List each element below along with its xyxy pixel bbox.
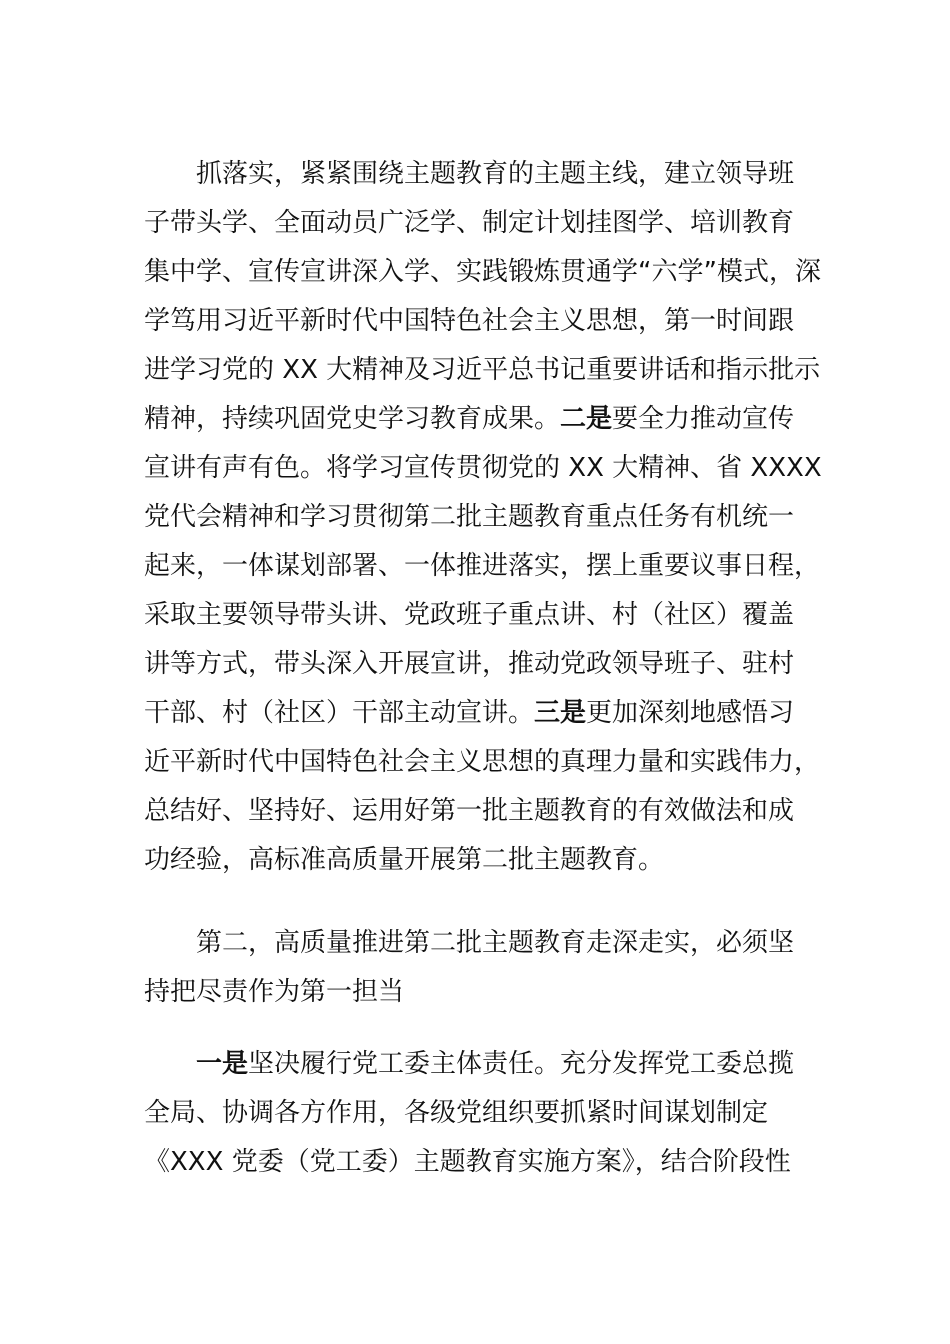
- paragraph-3: [144, 1040, 809, 1187]
- text-line: 讲等方式，带头深入开展宣讲，推动党政领导班子、驻村: [144, 649, 795, 679]
- text-segment: 更加深刻地感悟习: [586, 698, 795, 728]
- text-line: 抓落实，紧紧围绕主题教育的主题主线，建立领导班: [196, 159, 795, 189]
- text-line: 进学习党的 XX 大精神及习近平总书记重要讲话和指示批示: [144, 355, 821, 385]
- bold-marker: 二是: [560, 404, 613, 434]
- text-line: 持把尽责作为第一担当: [144, 977, 405, 1007]
- text-line: 子带头学、全面动员广泛学、制定计划挂图学、培训教育: [144, 208, 795, 238]
- text-segment: 精神，持续巩固党史学习教育成果。: [144, 404, 561, 434]
- text-line: 总结好、坚持好、运用好第一批主题教育的有效做法和成: [144, 796, 795, 826]
- text-line: 学笃用习近平新时代中国特色社会主义思想，第一时间跟: [144, 306, 795, 336]
- text-line: 功经验，高标准高质量开展第二批主题教育。: [144, 845, 665, 875]
- text-segment: 坚决履行党工委主体责任。充分发挥党工委总揽: [248, 1049, 795, 1079]
- text-line: 《XXX 党委（党工委）主题教育实施方案》，结合阶段性: [144, 1147, 791, 1177]
- paragraph-1: [144, 150, 822, 885]
- text-line: 宣讲有声有色。将学习宣传贯彻党的 XX 大精神、省 XXXX: [144, 453, 822, 483]
- text-line: 近平新时代中国特色社会主义思想的真理力量和实践伟力，: [144, 747, 821, 777]
- bold-marker: 一是: [196, 1049, 249, 1079]
- bold-marker: 三是: [534, 698, 587, 728]
- text-line: 第二，高质量推进第二批主题教育走深走实，必须坚: [196, 928, 795, 958]
- text-segment: 干部、村（社区）干部主动宣讲。: [144, 698, 535, 728]
- text-line: 集中学、宣传宣讲深入学、实践锻炼贯通学“六学”模式，深: [144, 257, 821, 287]
- section-heading-paragraph: [144, 919, 809, 1017]
- text-line: [144, 1040, 809, 1089]
- text-segment: 要全力推动宣传: [612, 404, 795, 434]
- text-line: [144, 689, 809, 738]
- text-line: [144, 395, 809, 444]
- text-line: 采取主要领导带头讲、党政班子重点讲、村（社区）覆盖: [144, 600, 795, 630]
- text-line: 起来，一体谋划部署、一体推进落实，摆上重要议事日程，: [144, 551, 821, 581]
- text-line: 全局、协调各方作用，各级党组织要抓紧时间谋划制定: [144, 1098, 769, 1128]
- text-line: 党代会精神和学习贯彻第二批主题教育重点任务有机统一: [144, 502, 795, 532]
